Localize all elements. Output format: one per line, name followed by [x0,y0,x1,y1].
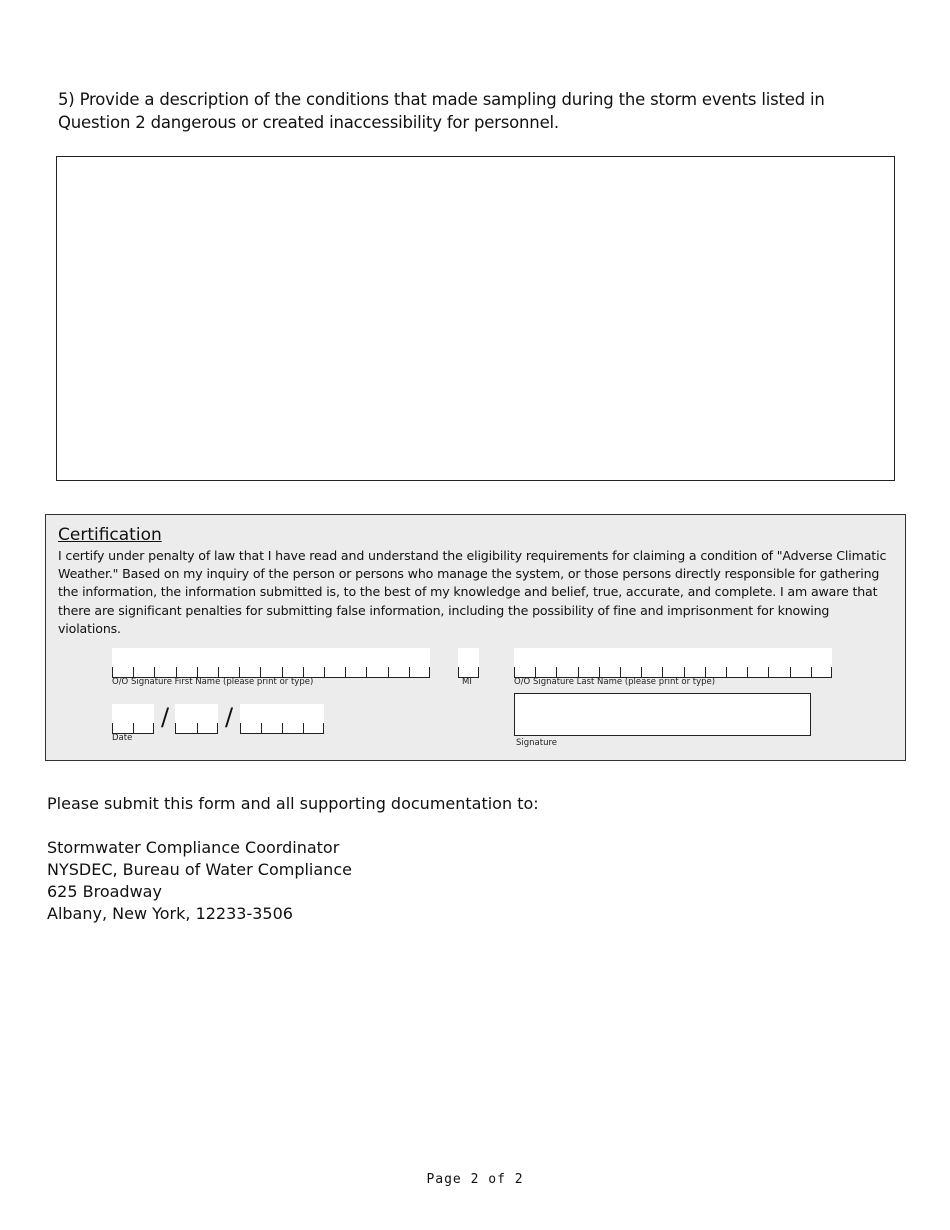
comb-tick [324,667,325,677]
date-month-input[interactable] [112,704,154,734]
date-separator: / [225,703,234,731]
comb-tick [154,667,155,677]
comb-tick [366,667,367,677]
comb-tick [514,667,515,677]
address-line: Albany, New York, 12233-3506 [47,904,293,923]
comb-tick [747,667,748,677]
address-line: 625 Broadway [47,882,162,901]
signature-label: Signature [516,738,558,748]
comb-tick [620,667,621,677]
address-line: NYSDEC, Bureau of Water Compliance [47,860,352,879]
comb-tick [261,723,262,733]
first-name-label: O/O Signature First Name (please print or type) [112,677,314,687]
comb-tick [133,667,134,677]
comb-tick [811,667,812,677]
comb-tick [831,667,832,677]
comb-tick [768,667,769,677]
date-year-input[interactable] [240,704,324,734]
comb-tick [458,667,459,677]
conditions-description-input[interactable] [56,156,895,481]
first-name-input[interactable] [112,648,430,678]
comb-tick [197,723,198,733]
comb-tick [176,667,177,677]
comb-tick [112,667,113,677]
middle-initial-label: MI [462,677,472,687]
comb-tick [478,667,479,677]
question-5-text: 5) Provide a description of the conditions that made sampling during the storm events listed in Question 2 dangerous or created inaccessibility for personnel. [58,90,825,132]
last-name-label: O/O Signature Last Name (please print or type) [514,677,716,687]
comb-tick [282,723,283,733]
comb-tick [218,667,219,677]
comb-tick [153,723,154,733]
comb-tick [662,667,663,677]
signature-box[interactable] [514,693,811,736]
comb-tick [388,667,389,677]
comb-tick [175,723,176,733]
comb-tick [684,667,685,677]
comb-tick [133,723,134,733]
comb-tick [556,667,557,677]
comb-tick [323,723,324,733]
comb-tick [239,667,240,677]
page-number: Page 2 of 2 [426,1172,524,1187]
comb-tick [345,667,346,677]
comb-tick [282,667,283,677]
comb-tick [641,667,642,677]
certification-section [45,514,906,761]
comb-tick [260,667,261,677]
comb-tick [409,667,410,677]
comb-tick [790,667,791,677]
comb-tick [429,667,430,677]
submit-instructions: Please submit this form and all supporting documentation to: [47,794,539,813]
last-name-input[interactable] [514,648,832,678]
comb-tick [112,723,113,733]
address-line: Stormwater Compliance Coordinator [47,838,340,857]
comb-tick [240,723,241,733]
date-day-input[interactable] [175,704,218,734]
comb-tick [705,667,706,677]
middle-initial-input[interactable] [458,648,479,678]
comb-tick [578,667,579,677]
comb-tick [217,723,218,733]
comb-tick [599,667,600,677]
comb-tick [197,667,198,677]
comb-tick [535,667,536,677]
date-label: Date [112,733,133,743]
mailing-address [47,837,352,925]
certification-statement: I certify under penalty of law that I have read and understand the eligibility requirements for claiming a condition of "Adverse Climatic Weather." Based on my inquiry of the person or persons who manage the system, or those persons directly responsible for gathering the information, the information submitted is, to the best of my knowledge and belief, true, accurate, and complete. I am aware that there are significant penalties for submitting false information, including the possibility of fine and imprisonment for knowing violations. [58,548,887,636]
comb-tick [303,667,304,677]
date-separator: / [161,703,170,731]
comb-tick [726,667,727,677]
certification-title: Certification [58,525,162,545]
comb-tick [303,723,304,733]
